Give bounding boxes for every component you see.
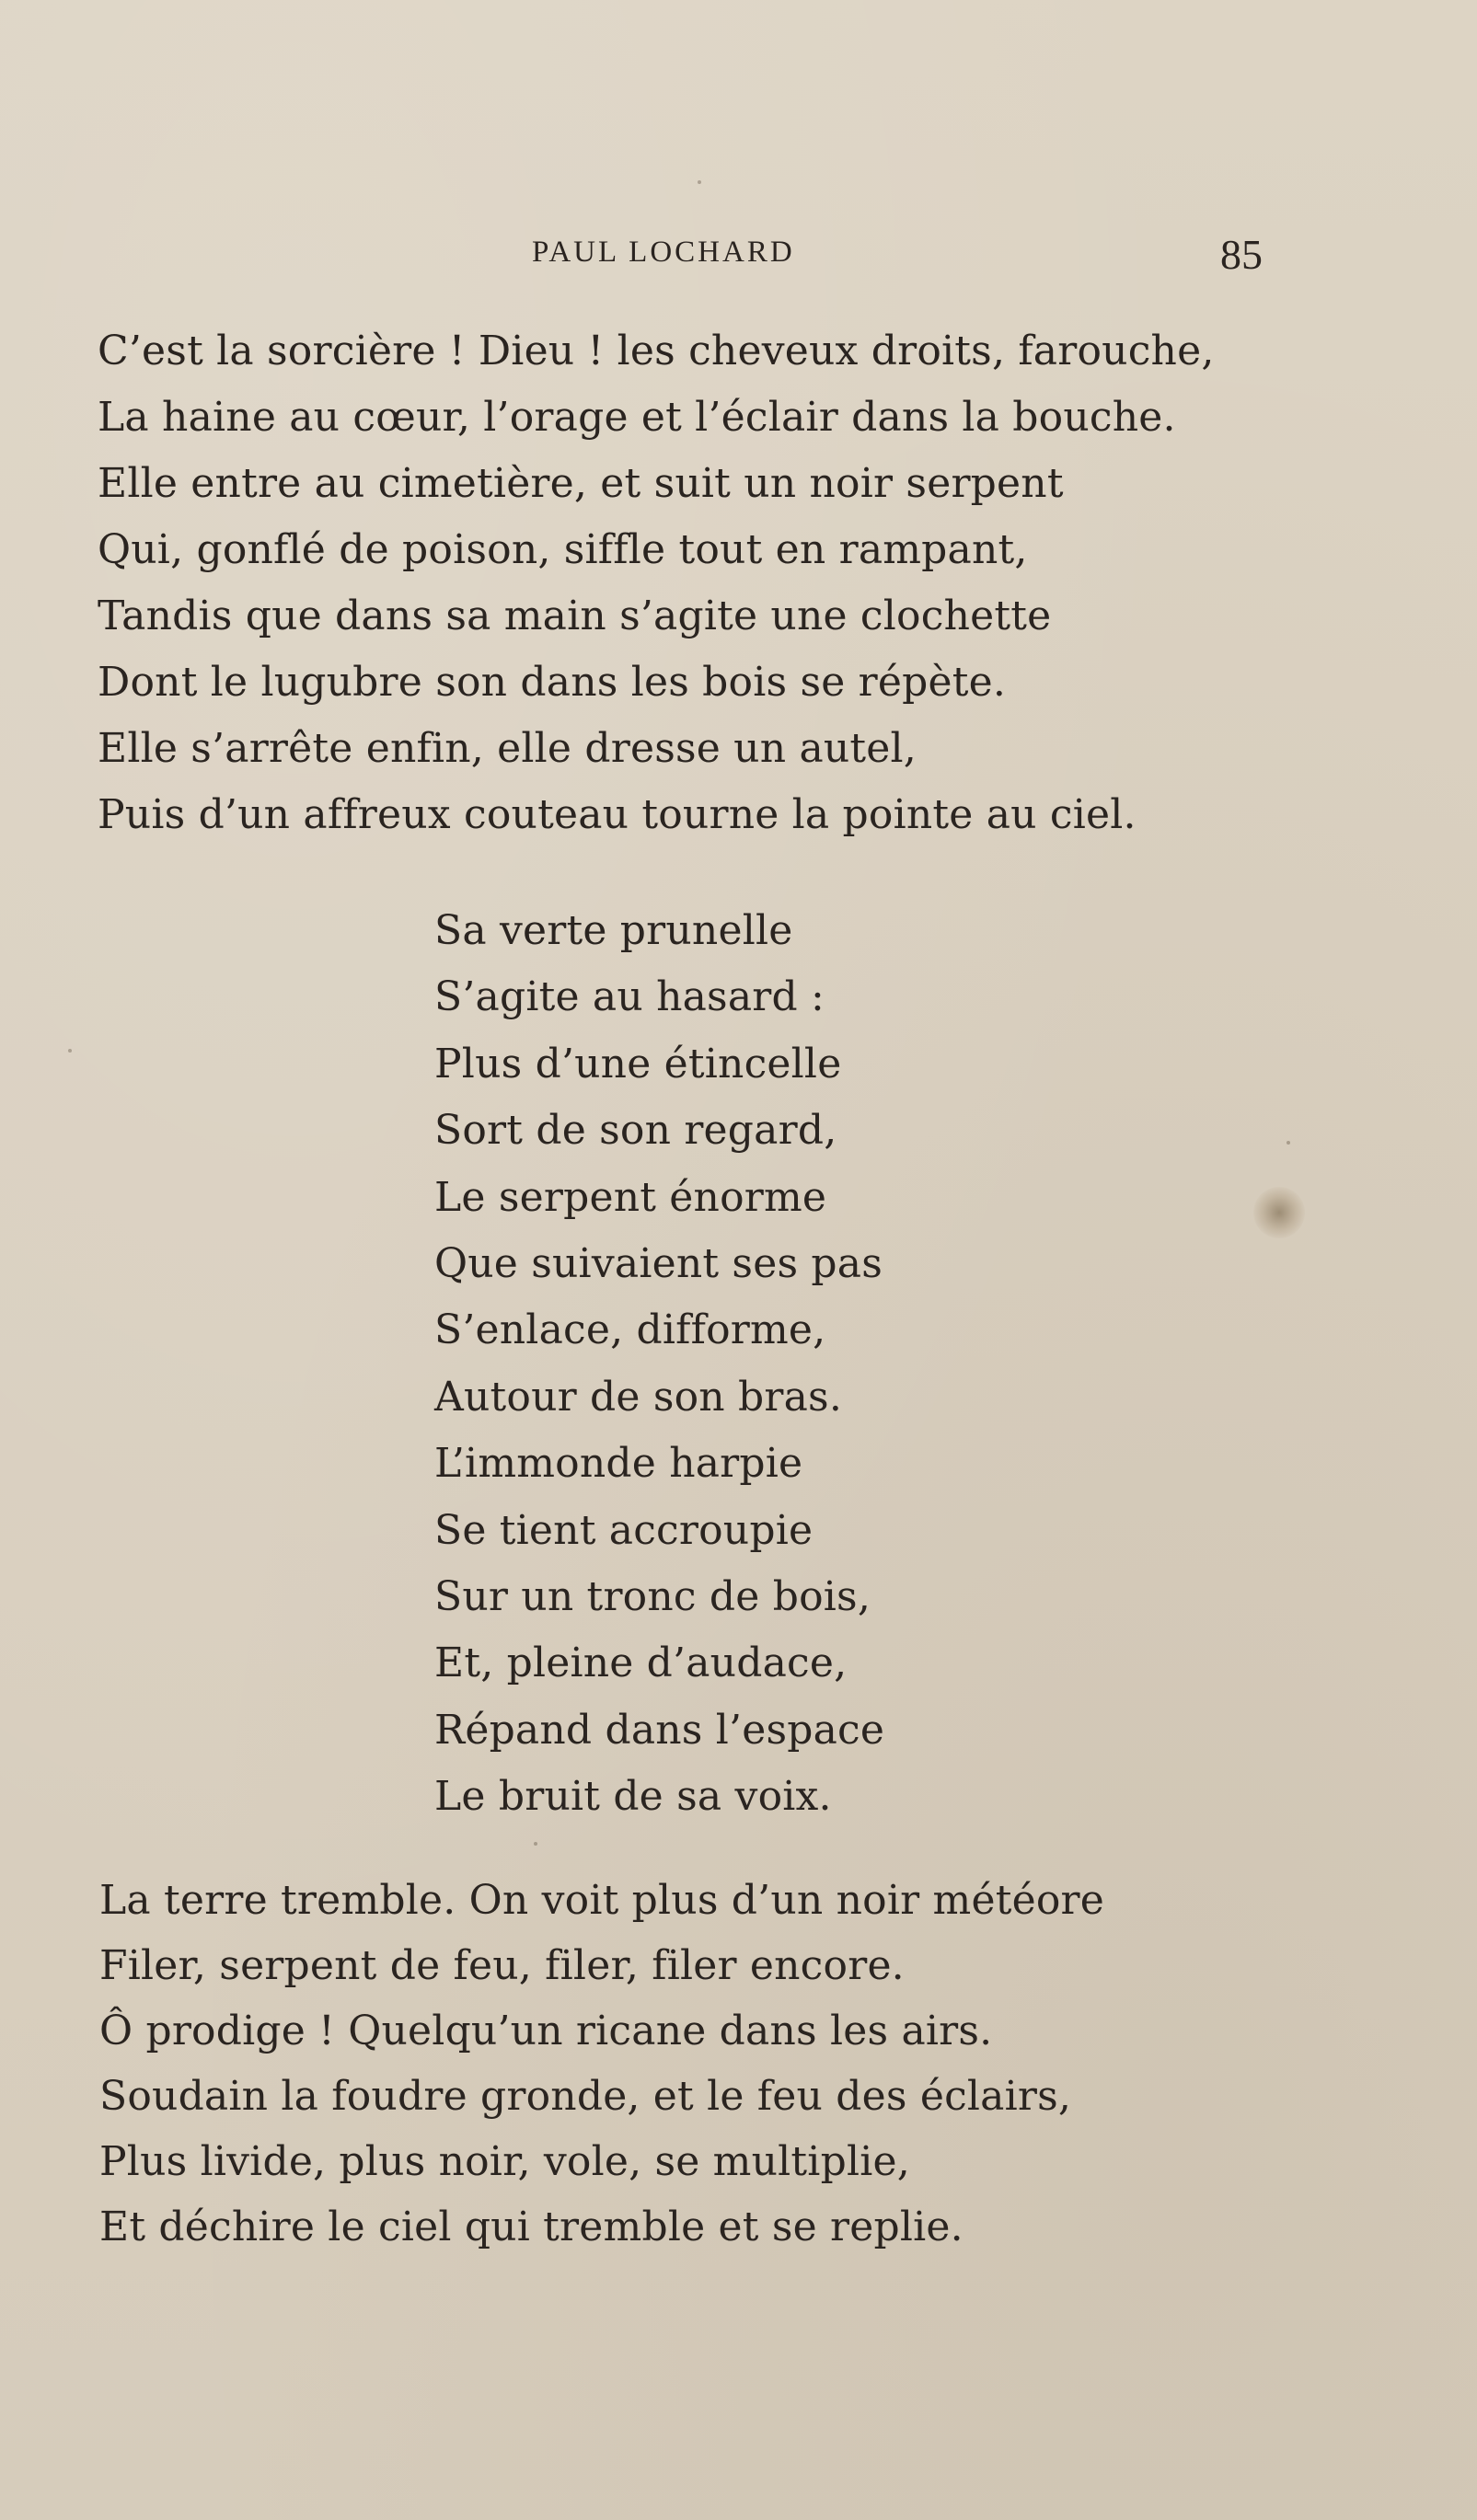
stanza-3 (99, 1868, 1104, 2260)
verse-line: Dont le lugubre son dans les bois se répète. (98, 659, 1007, 706)
verse-line: Qui, gonflé de poison, siffle tout en rampant, (98, 526, 1028, 573)
verse-line: Que suivaient ses pas (434, 1239, 883, 1287)
paper-speck (1287, 1141, 1290, 1145)
paper-speck (68, 1049, 72, 1053)
paper-speck (698, 180, 701, 184)
verse-line: Plus d’une étincelle (434, 1040, 842, 1087)
verse-line: Sa verte prunelle (434, 907, 793, 954)
verse-line: La haine au cœur, l’orage et l’éclair dans la bouche. (98, 394, 1176, 441)
page-number: 85 (1220, 231, 1263, 278)
verse-line: Tandis que dans sa main s’agite une clochette (98, 593, 1052, 639)
running-header-author: PAUL LOCHARD (532, 236, 795, 269)
verse-line: Elle s’arrête enfin, elle dresse un autel, (98, 725, 917, 772)
verse-line: S’agite au hasard : (434, 973, 825, 1021)
verse-line: Ô prodige ! Quelqu’un ricane dans les airs. (99, 2008, 993, 2054)
verse-line: Elle entre au cimetière, et suit un noir serpent (98, 460, 1064, 507)
verse-line: L’immonde harpie (434, 1440, 803, 1488)
verse-line: Autour de son bras. (434, 1373, 843, 1421)
verse-line: Puis d’un affreux couteau tourne la pointe au ciel. (98, 791, 1137, 838)
verse-line: Soudain la foudre gronde, et le feu des éclairs, (99, 2073, 1072, 2120)
verse-line: Filer, serpent de feu, filer, filer encore. (99, 1942, 905, 1989)
verse-line: S’enlace, difforme, (434, 1306, 826, 1354)
paper-stain (1253, 1187, 1305, 1238)
verse-line: La terre tremble. On voit plus d’un noir météore (99, 1877, 1104, 1924)
stanza-2 (434, 898, 884, 1830)
verse-line: Répand dans l’espace (434, 1706, 885, 1754)
verse-line: Plus livide, plus noir, vole, se multiplie, (99, 2138, 910, 2185)
verse-line: Et déchire le ciel qui tremble et se replie. (99, 2204, 964, 2250)
verse-line: Et, pleine d’audace, (434, 1640, 848, 1687)
verse-line: Se tient accroupie (434, 1506, 814, 1554)
stanza-1 (98, 318, 1215, 848)
verse-line: C’est la sorcière ! Dieu ! les cheveux droits, farouche, (98, 328, 1215, 374)
verse-line: Sur un tronc de bois, (434, 1572, 871, 1620)
paper-speck (534, 1842, 537, 1846)
verse-line: Le bruit de sa voix. (434, 1773, 832, 1821)
verse-line: Sort de son regard, (434, 1107, 837, 1155)
verse-line: Le serpent énorme (434, 1173, 827, 1221)
